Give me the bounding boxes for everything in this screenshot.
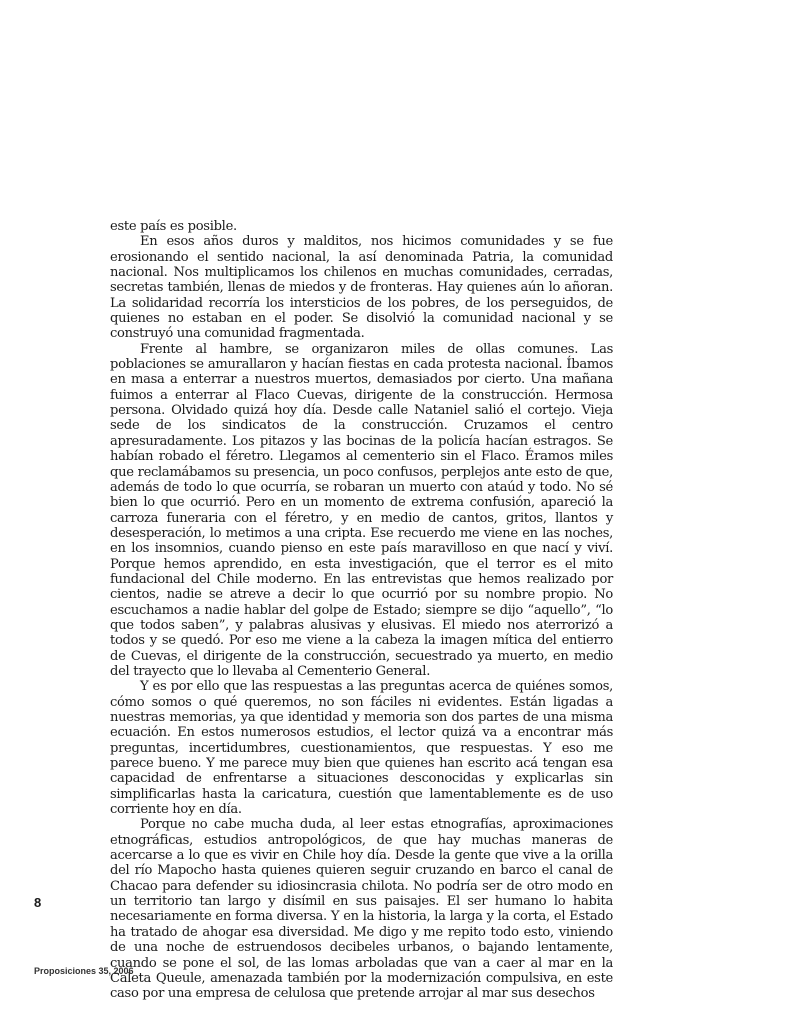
paragraph-flaco-cuevas: Frente al hambre, se organizaron miles de ollas comunes. Las poblaciones se amurallaron y hacían fiestas en cada protesta nacional. Íbamos en masa a enterrar a nuestros muertos, demasiados por cierto. Una mañana fuimos a enterrar al Flaco Cuevas, dirigente de la construcción. Hermosa persona. Olvidado quizá hoy día. Desde calle Nataniel salió el cortejo. Vieja sede de los sindicatos de la construcción. Cruzamos el centro apresuradamente. Los pitazos y las bocinas de la policía hacían estragos. Se habían robado el féretro. Llegamos al cementerio sin el Flaco. Éramos miles que reclamábamos su presencia, un poco confusos, perplejos ante esto de que, además de todo lo que ocurría, se robaran un muerto con ataúd y todo. No sé bien lo que ocurrió. Pero en un momento de extrema confusión, apareció la carroza funeraria con el féretro, y en medio de cantos, gritos, llantos y desesperación, lo metimos a una cripta. Ese recuerdo me viene en las noches, en los insomnios, cuando pienso en este país maravilloso en que nací y viví. Porque hemos aprendido, en esta investigación, que el terror es el mito fundacional del Chile moderno. En las entrevistas que hemos realizado por cientos, nadie se atreve a decir lo que ocurrió por su nombre propio. No escuchamos a nadie hablar del golpe de Estado; siempre se dijo “aquello”, “lo que todos saben”, y palabras alusivas y elusivas. El miedo nos aterrorizó a todos y se quedó. Por eso me viene a la cabeza la imagen mítica del entierro de Cuevas, el dirigente de la construcción, secuestrado ya muerto, en medio del trayecto que lo llevaba al Cementerio General. xyxy=(110,341,613,679)
paragraph-continuation: este país es posible. xyxy=(110,219,237,234)
footer-citation: Proposiciones 35, 2006 xyxy=(34,966,134,976)
paragraph-comunidades: En esos años duros y malditos, nos hicimos comunidades y se fue erosionando el sentido nacional, la así denominada Patria, la comunidad nacional. Nos multiplicamos los chilenos en muchas comunidades, cerradas, secretas también, llenas de miedos y de fronteras. Hay quienes aún lo añoran. La solidaridad recorría los intersticios de los pobres, de los perseguidos, de quienes no estaban en el poder. Se disolvió la comunidad nacional y se construyó una comunidad fragmentada. xyxy=(110,234,613,342)
paragraph-etnografias: Porque no cabe mucha duda, al leer estas etnografías, aproximaciones etnográficas, estudios antropológicos, de que hay muchas maneras de acercarse a lo que es vivir en Chile hoy día. Desde la gente que vive a la orilla del río Mapocho hasta quienes quieren seguir cruzando en barco el canal de Chacao para defender su idiosincrasia chilota. No podría ser de otro modo en un territorio tan largo y disímil en sus paisajes. El ser humano lo habita necesariamente en forma diversa. Y en la historia, la larga y la corta, el Estado ha tratado de ahogar esa diversidad. Me digo y me repito todo esto, viniendo de una noche de estruendosos decibeles urbanos, o bajando lentamente, cuando se pone el sol, de las lomas arboladas que van a caer al mar en la Caleta Queule, amenazada también por la modernización compulsiva, en este caso por una empresa de celulosa que pretende arrojar al mar sus desechos xyxy=(110,817,613,1002)
page-number: 8 xyxy=(34,895,42,910)
paragraph-quienes-somos: Y es por ello que las respuestas a las preguntas acerca de quiénes somos, cómo somos o qué queremos, no son fáciles ni evidentes. Están ligadas a nuestras memorias, ya que identidad y memoria son dos partes de una misma ecuación. En estos numerosos estudios, el lector quizá va a encontrar más preguntas, incertidumbres, cuestionamientos, que respuestas. Y eso me parece bueno. Y me parece muy bien que quienes han escrito acá tengan esa capacidad de enfrentarse a situaciones desconocidas y explicarlas sin simplificarlas hasta la caricatura, cuestión que lamentablemente es de uso corriente hoy en día. xyxy=(110,679,613,818)
article-body xyxy=(110,219,613,1002)
